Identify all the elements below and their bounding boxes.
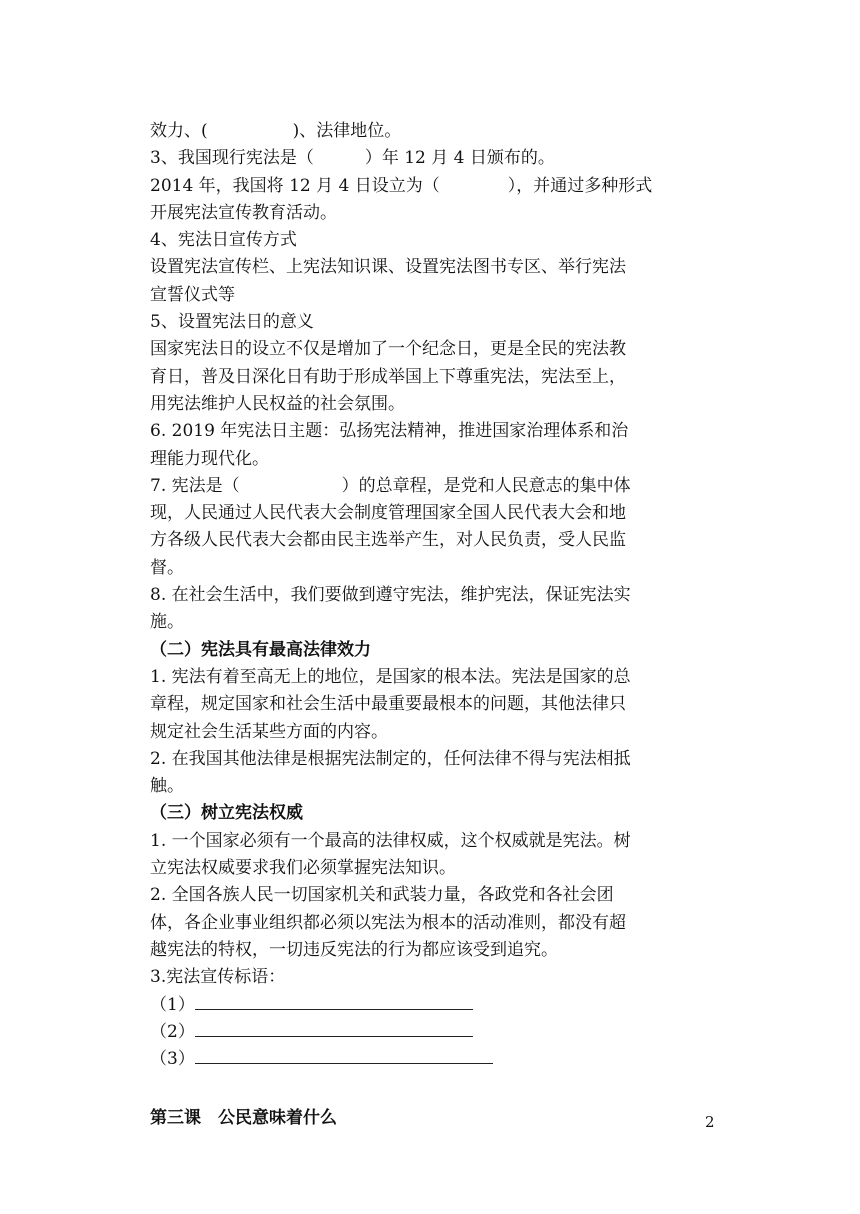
text-line: 体，各企业事业组织都必须以宪法为根本的活动准则，都没有超: [150, 912, 626, 933]
text-line: 6. 2019 年宪法日主题：弘扬宪法精神，推进国家治理体系和治: [150, 421, 629, 442]
text-line: 3.宪法宣传标语：: [150, 967, 286, 988]
text-line: 国家宪法日的设立不仅是增加了一个纪念日，更是全民的宪法教: [150, 339, 626, 360]
text-line: 触。: [150, 776, 184, 797]
text-line: 2. 全国各族人民一切国家机关和武装力量，各政党和各社会团: [150, 885, 614, 906]
document-body: [150, 118, 716, 1133]
spacer: [150, 1073, 716, 1099]
text-line: 用宪法维护人民权益的社会氛围。: [150, 393, 405, 414]
text-line: 章程，规定国家和社会生活中最重要最根本的问题，其他法律只: [150, 694, 626, 715]
blank-underline: [195, 995, 473, 1010]
text-line: 立宪法权威要求我们必须掌握宪法知识。: [150, 858, 456, 879]
lesson-title: 第三课 公民意味着什么: [150, 1108, 337, 1129]
text-line: 宣誓仪式等: [150, 284, 235, 305]
text-line: 开展宪法宣传教育活动。: [150, 202, 337, 223]
slogan-blank-1: [150, 992, 716, 1019]
section-heading: （三）树立宪法权威: [150, 803, 303, 824]
slogan-blank-3: [150, 1046, 716, 1073]
text-line: 规定社会生活某些方面的内容。: [150, 721, 388, 742]
text-line: 施。: [150, 612, 184, 633]
text-line: 5、设置宪法日的意义: [150, 312, 314, 333]
text-line: 设置宪法宣传栏、上宪法知识课、设置宪法图书专区、举行宪法: [150, 257, 626, 278]
text-line: 1. 宪法有着至高无上的地位，是国家的根本法。宪法是国家的总: [150, 666, 631, 687]
text-line: 理能力现代化。: [150, 448, 269, 469]
text-line: 越宪法的特权，一切违反宪法的行为都应该受到追究。: [150, 939, 558, 960]
text-line: 7. 宪法是（ ）的总章程，是党和人民意志的集中体: [150, 475, 631, 496]
blank-number: （1）: [150, 994, 195, 1015]
blank-number: （3）: [150, 1049, 195, 1070]
text-line: 8. 在社会生活中，我们要做到遵守宪法，维护宪法，保证宪法实: [150, 585, 631, 606]
page-number: 2: [705, 1113, 715, 1131]
section-heading: （二）宪法具有最高法律效力: [150, 639, 371, 660]
text-line: 3、我国现行宪法是（ ）年 12 月 4 日颁布的。: [150, 148, 555, 169]
text-line: 方各级人民代表大会都由民主选举产生，对人民负责，受人民监: [150, 530, 626, 551]
text-line: 现，人民通过人民代表大会制度管理国家全国人民代表大会和地: [150, 503, 626, 524]
text-line: 督。: [150, 557, 184, 578]
text-line: 2. 在我国其他法律是根据宪法制定的，任何法律不得与宪法相抵: [150, 748, 631, 769]
blank-underline: [195, 1022, 473, 1037]
text-line: 育日，普及日深化日有助于形成举国上下尊重宪法，宪法至上，: [150, 366, 626, 387]
text-line: 4、宪法日宣传方式: [150, 230, 297, 251]
blank-number: （2）: [150, 1021, 195, 1042]
text-line: 1. 一个国家必须有一个最高的法律权威，这个权威就是宪法。树: [150, 830, 631, 851]
blank-underline: [195, 1049, 493, 1064]
text-line: 2014 年，我国将 12 月 4 日设立为（ ），并通过多种形式: [150, 175, 653, 196]
text-line: 效力、( )、法律地位。: [150, 121, 402, 141]
slogan-blank-2: [150, 1019, 716, 1046]
